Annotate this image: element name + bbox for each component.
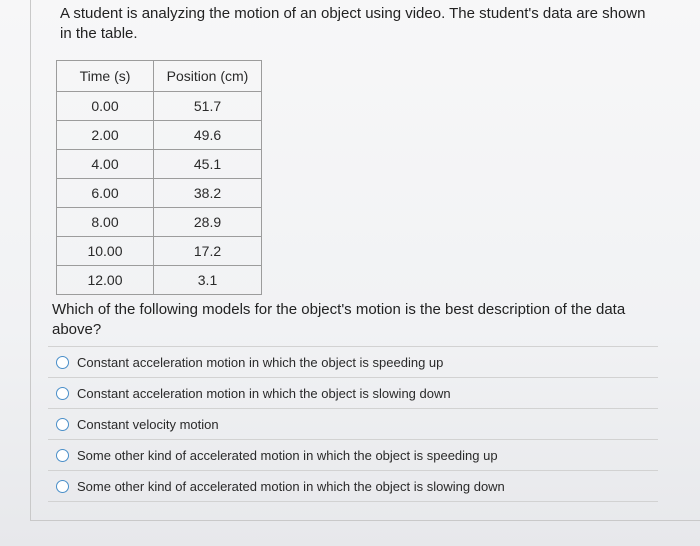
position-cell: 17.2 (154, 237, 262, 266)
position-cell: 38.2 (154, 179, 262, 208)
table-row (57, 266, 262, 295)
position-cell: 51.7 (154, 92, 262, 121)
option-1[interactable] (48, 346, 658, 378)
header-time: Time (s) (57, 61, 154, 92)
answer-options (48, 346, 658, 502)
table-row (57, 121, 262, 150)
radio-button[interactable] (56, 356, 69, 369)
header-position: Position (cm) (154, 61, 262, 92)
table-row (57, 208, 262, 237)
table-row (57, 92, 262, 121)
data-table (56, 60, 262, 295)
question-prompt: Which of the following models for the object's motion is the best description of the data above? (52, 301, 626, 338)
time-cell: 8.00 (57, 208, 154, 237)
option-label[interactable]: Constant velocity motion (77, 416, 219, 432)
option-5[interactable] (48, 471, 658, 502)
position-cell: 45.1 (154, 150, 262, 179)
radio-button[interactable] (56, 480, 69, 493)
option-label[interactable]: Some other kind of accelerated motion in which the object is speeding up (77, 447, 498, 463)
time-cell: 6.00 (57, 179, 154, 208)
time-cell: 0.00 (57, 92, 154, 121)
option-3[interactable] (48, 409, 658, 440)
option-label[interactable]: Constant acceleration motion in which the object is slowing down (77, 385, 451, 401)
table-row (57, 150, 262, 179)
option-label[interactable]: Constant acceleration motion in which the object is speeding up (77, 354, 444, 370)
time-cell: 10.00 (57, 237, 154, 266)
position-cell: 28.9 (154, 208, 262, 237)
radio-button[interactable] (56, 449, 69, 462)
table-row (57, 179, 262, 208)
position-cell: 49.6 (154, 121, 262, 150)
question-stem: A student is analyzing the motion of an object using video. The student's data are shown in the table. (60, 5, 646, 42)
table-header-row (57, 61, 262, 92)
option-label[interactable]: Some other kind of accelerated motion in which the object is slowing down (77, 478, 505, 494)
table-row (57, 237, 262, 266)
time-cell: 2.00 (57, 121, 154, 150)
time-cell: 4.00 (57, 150, 154, 179)
position-cell: 3.1 (154, 266, 262, 295)
time-cell: 12.00 (57, 266, 154, 295)
radio-button[interactable] (56, 387, 69, 400)
radio-button[interactable] (56, 418, 69, 431)
option-4[interactable] (48, 440, 658, 471)
option-2[interactable] (48, 378, 658, 409)
